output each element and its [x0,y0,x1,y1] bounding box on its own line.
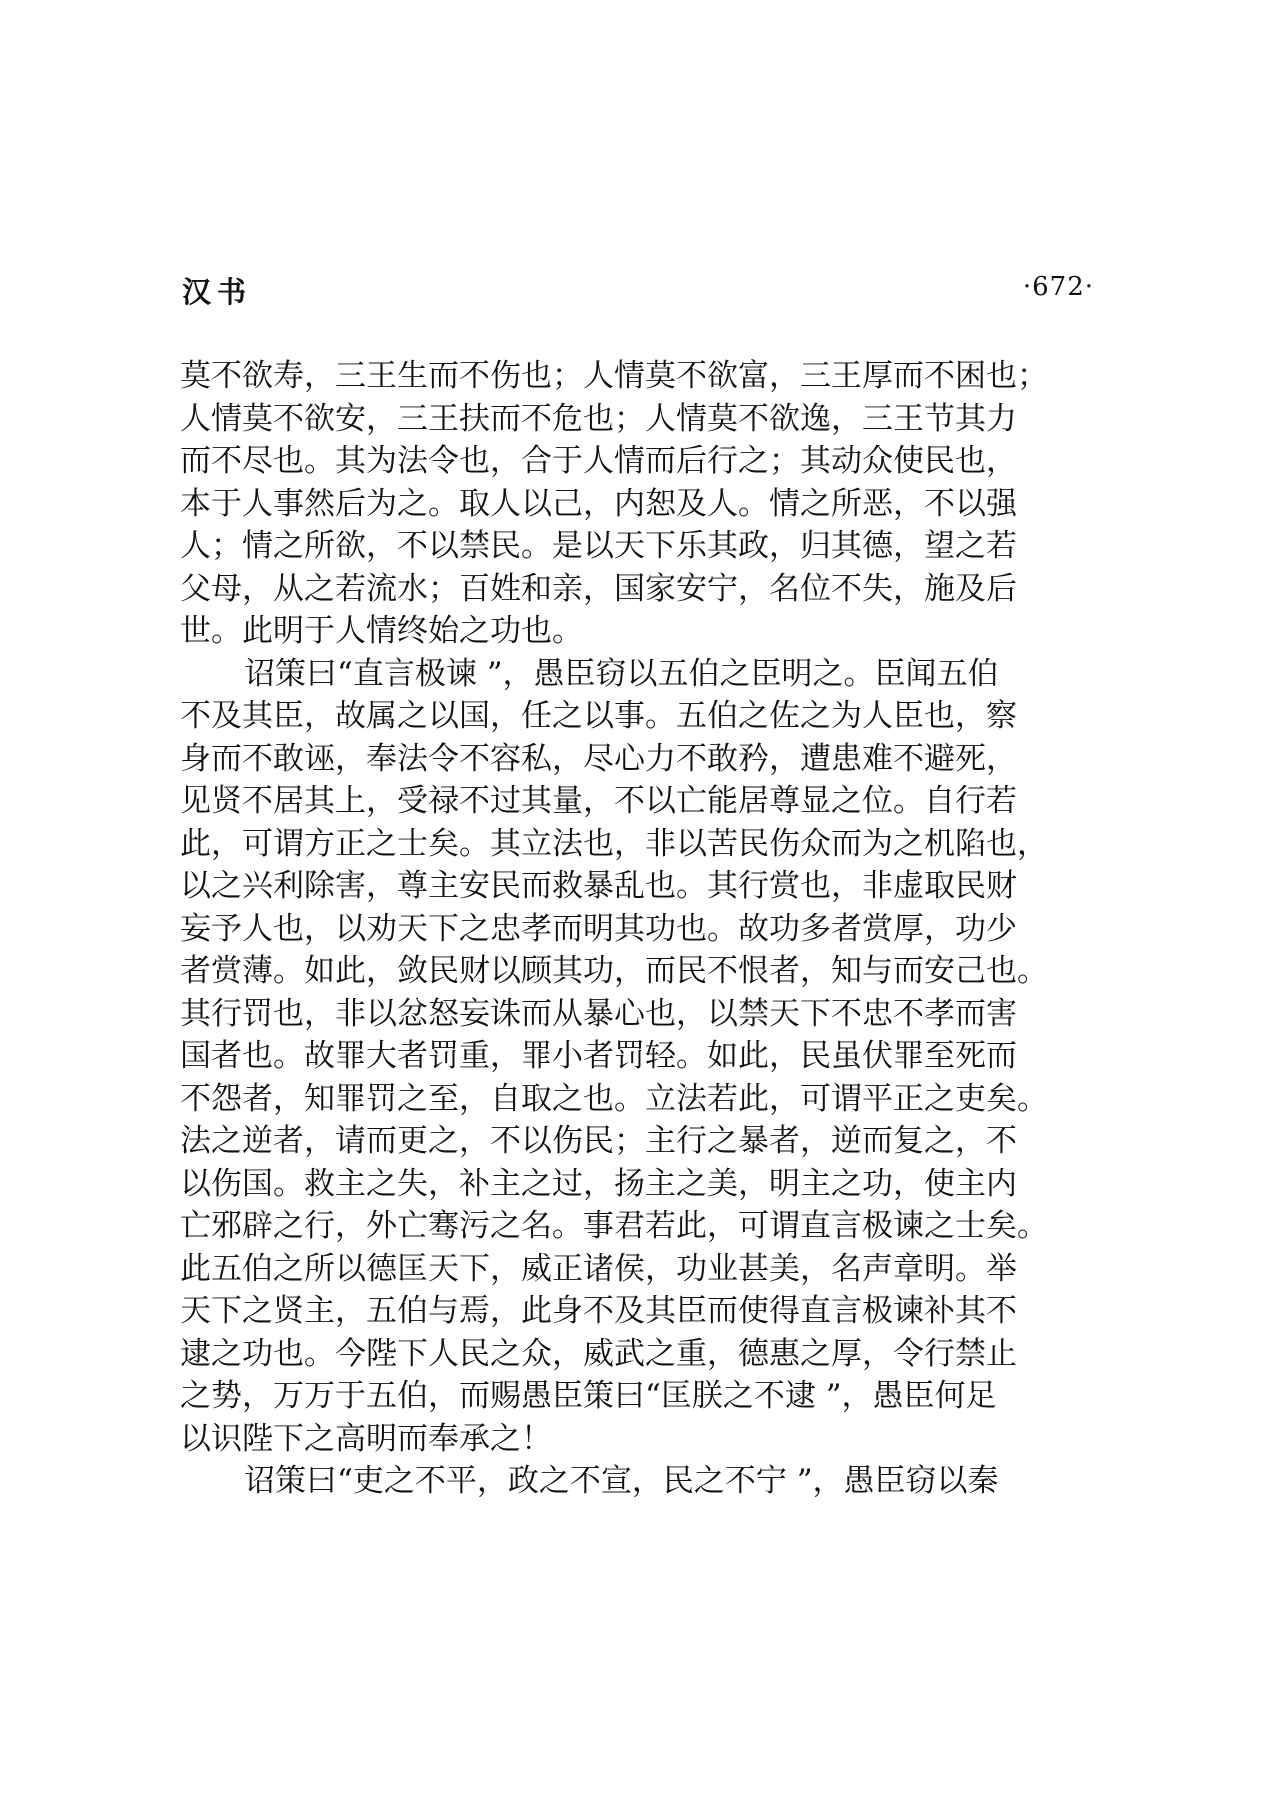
text-line: 人；情之所欲，不以禁民。是以天下乐其政，归其德，望之若 [180,528,1017,564]
text-line: 妄予人也，以劝天下之忠孝而明其功也。故功多者赏厚，功少 [180,910,1017,947]
text-line: 本于人事然后为之。取人以己，内恕及人。情之所恶，不以强 [180,485,1017,522]
page-number: ·672· [1022,272,1094,302]
text-line: 莫不欲寿，三王生而不伤也；人情莫不欲富，三王厚而不困也； [180,358,1048,394]
text-line: 不及其臣，故属之以国，任之以事。五伯之佐之为人臣也，察 [180,698,1017,734]
text-line: 以伤国。救主之失，补主之过，扬主之美，明主之功，使主内 [180,1165,1017,1202]
text-line: 之势，万万于五伯，而赐愚臣策曰“匡朕之不逮 ”，愚臣何足 [180,1378,997,1414]
text-line: 父母，从之若流水；百姓和亲，国家安宁，名位不失，施及后 [180,570,1017,607]
text-line: 逮之功也。今陛下人民之众，威武之重，德惠之厚，令行禁止 [180,1335,1017,1372]
text-line: 见贤不居其上，受禄不过其量，不以亡能居尊显之位。自行若 [180,783,1017,819]
text-line: 法之逆者，请而更之，不以伤民；主行之暴者，逆而复之，不 [180,1123,1017,1159]
text-line: 亡邪辟之行，外亡骞污之名。事君若此，可谓直言极谏之士矣。 [180,1208,1048,1244]
book-title: 汉书 [182,275,253,309]
text-line: 诏策曰“吏之不平，政之不宣，民之不宁 ”，愚臣窃以秦 [244,1463,999,1499]
text-line: 天下之贤主，五伯与焉，此身不及其臣而使得直言极谏补其不 [180,1293,1017,1329]
body-text [180,355,1100,1503]
text-line: 世。此明于人情终始之功也。 [180,613,583,649]
text-line: 而不尽也。其为法令也，合于人情而后行之；其动众使民也， [180,443,1017,479]
text-line: 此五伯之所以德匡天下，威正诸侯，功业甚美，名声章明。举 [180,1250,1017,1287]
text-line: 身而不敢诬，奉法令不容私，尽心力不敢矜，遭患难不避死， [180,740,1017,777]
text-line: 人情莫不欲安，三王扶而不危也；人情莫不欲逸，三王节其力 [180,400,1017,437]
text-line: 诏策曰“直言极谏 ”，愚臣窃以五伯之臣明之。臣闻五伯 [244,655,999,692]
text-line: 国者也。故罪大者罚重，罪小者罚轻。如此，民虽伏罪至死而 [180,1038,1017,1074]
text-line: 其行罚也，非以忿怒妄诛而从暴心也，以禁天下不忠不孝而害 [180,995,1017,1032]
page-header [182,270,1094,314]
text-line: 不怨者，知罪罚之至，自取之也。立法若此，可谓平正之吏矣。 [180,1080,1048,1117]
text-line: 以之兴利除害，尊主安民而救暴乱也。其行赏也，非虚取民财 [180,868,1017,904]
text-line: 此，可谓方正之士矣。其立法也，非以苦民伤众而为之机陷也， [180,825,1048,862]
text-line: 者赏薄。如此，敛民财以顾其功，而民不恨者，知与而安己也。 [180,953,1048,989]
text-line: 以识陛下之高明而奉承之！ [180,1420,552,1457]
